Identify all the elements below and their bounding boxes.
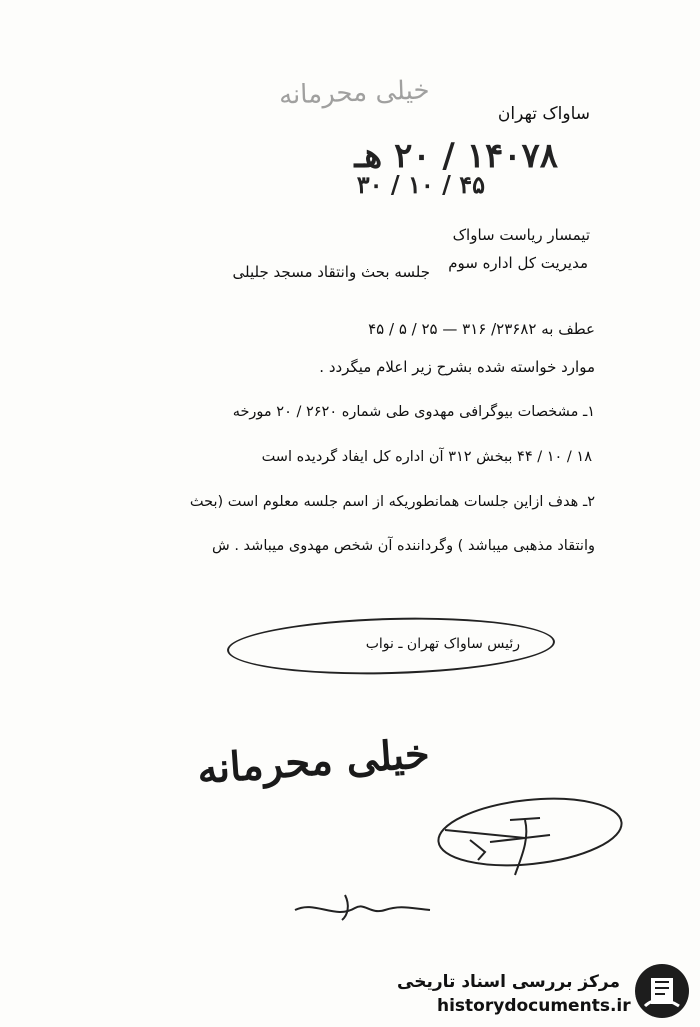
archive-logo-icon (633, 962, 691, 1020)
item-1-line-1: ۱ـ مشخصات بیوگرافی مهدوی طی شماره ۲۶۲۰ / ۲۰ مورخه (232, 404, 595, 420)
reference-line: عطف به ۲۳۶۸۲/ ۳۱۶ — ۲۵ / ۵ / ۴۵ (368, 320, 595, 338)
handwritten-signature (290, 880, 440, 930)
handwritten-initials-mark (430, 790, 630, 880)
item-1-line-2: ۱۸ / ۱۰ / ۴۴ ببخش ۳۱۲ آن اداره کل ایفاد گردیده است (261, 449, 592, 465)
handwritten-remark: خیلی محرمانه (195, 729, 432, 794)
item-2-line-2: وانتقاد مذهبی میباشد ) وگرداننده آن شخص مهدوی میباشد . ش (212, 538, 595, 554)
intro-line: موارد خواسته شده بشرح زیر اعلام میگردد . (319, 358, 595, 376)
department-line: مدیریت کل اداره سوم (448, 254, 588, 272)
sender-organization: ساواک تهران (497, 104, 590, 124)
item-2-line-1: ۲ـ هدف ازاین جلسات همانطوریکه از اسم جلسه معلوم است (بحث (189, 494, 595, 510)
subject-line: جلسه بحث وانتقاد مسجد جلیلی (232, 263, 430, 281)
document-number: ۱۴۰۷۸ / ۲۰ هـ (354, 136, 558, 176)
signature-line: رئیس ساواک تهران ـ نواب (365, 636, 520, 652)
document-date: ۳۰ / ۱۰ / ۴۵ (356, 170, 485, 199)
recipient-line: تیمسار ریاست ساواک (452, 226, 590, 244)
archive-website: historydocuments.ir (437, 996, 631, 1016)
archive-name: مرکز بررسی اسناد تاریخی (397, 972, 620, 992)
top-handwritten-classification: خیلی محرمانه (278, 75, 431, 111)
